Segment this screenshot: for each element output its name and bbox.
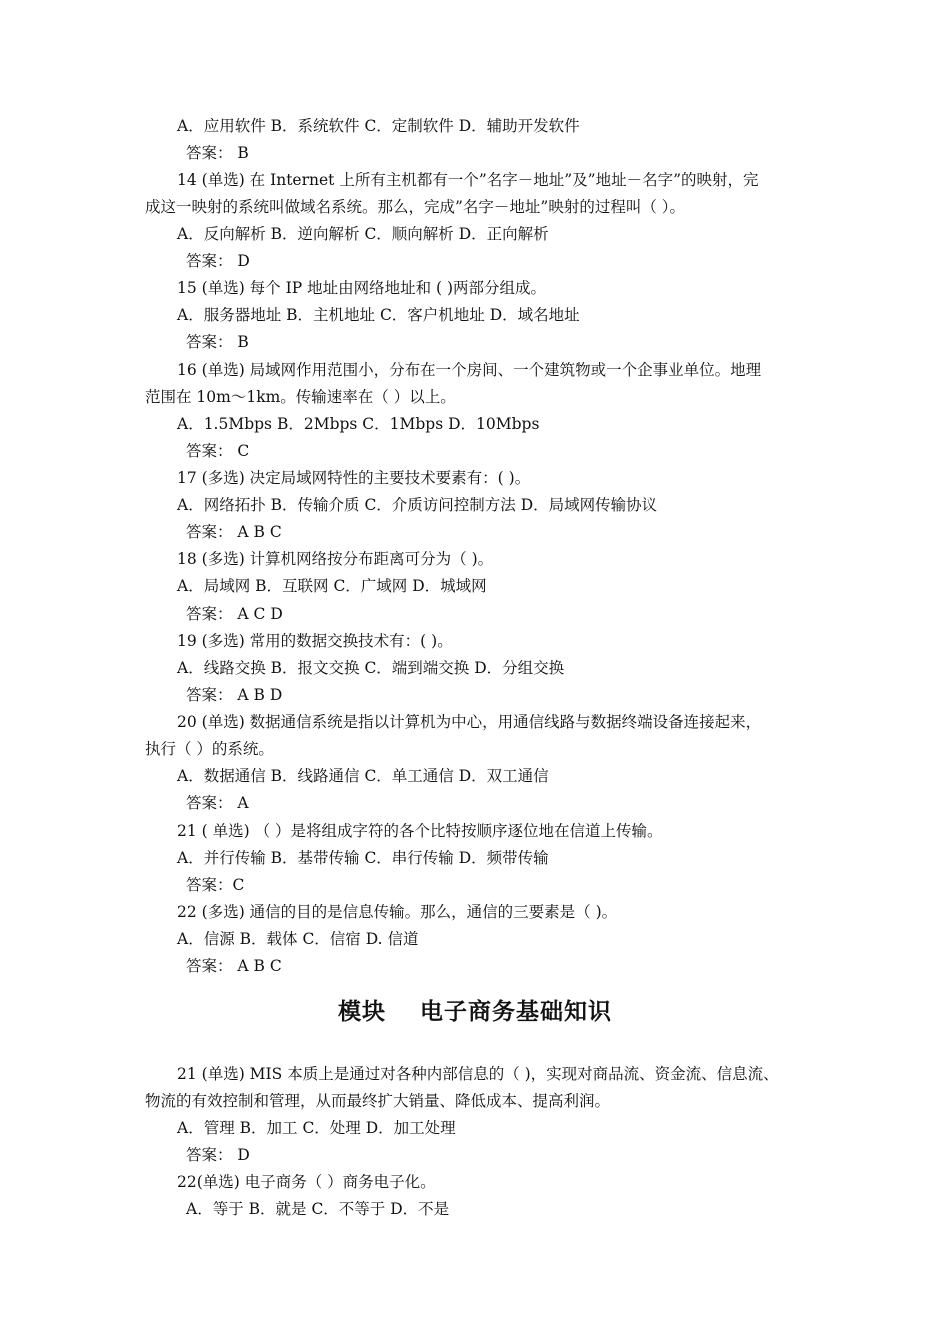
m22-options: A．等于 B．就是 C．不等于 D．不是 xyxy=(186,1200,450,1218)
q21-question: 21 ( 单选) （ ）是将组成字符的各个比特按顺序逐位地在信道上传输。 xyxy=(177,822,663,840)
q21-answer: 答案：C xyxy=(186,876,245,894)
q18-question: 18 (多选) 计算机网络按分布距离可分为（ )。 xyxy=(177,550,494,568)
q20-answer: 答案： A xyxy=(186,794,249,812)
q17-answer: 答案： A B C xyxy=(186,523,282,541)
q22-question: 22 (多选) 通信的目的是信息传输。那么，通信的三要素是（ )。 xyxy=(177,903,618,921)
q14-options: A．反向解析 B．逆向解析 C．顺向解析 D．正向解析 xyxy=(177,225,549,243)
q19-question: 19 (多选) 常用的数据交换技术有：( )。 xyxy=(177,632,453,650)
m21-answer: 答案： D xyxy=(186,1146,250,1164)
m22-question: 22(单选) 电子商务（ ）商务电子化。 xyxy=(177,1173,436,1191)
section-heading-title: 电子商务基础知识 xyxy=(420,999,612,1025)
q20-options: A．数据通信 B．线路通信 C．单工通信 D．双工通信 xyxy=(177,767,549,785)
section-heading xyxy=(0,997,950,1027)
q18-options: A．局域网 B．互联网 C．广域网 D．城域网 xyxy=(177,577,487,595)
m21-options: A．管理 B．加工 C．处理 D．加工处理 xyxy=(177,1119,456,1137)
q22-options: A．信源 B．载体 C．信宿 D. 信道 xyxy=(177,930,419,948)
q17-options: A．网络拓扑 B．传输介质 C．介质访问控制方法 D．局域网传输协议 xyxy=(177,496,658,514)
q20-question-cont: 执行（ ）的系统。 xyxy=(145,740,274,758)
q20-question: 20 (单选) 数据通信系统是指以计算机为中心，用通信线路与数据终端设备连接起来， xyxy=(177,713,762,731)
m21-question: 21 (单选) MIS 本质上是通过对各种内部信息的（ )，实现对商品流、资金流、信息流、 xyxy=(177,1065,779,1083)
q14-answer: 答案： D xyxy=(186,252,250,270)
q19-answer: 答案： A B D xyxy=(186,686,283,704)
q15-answer: 答案： B xyxy=(186,333,249,351)
q16-answer: 答案： C xyxy=(186,442,250,460)
q16-question: 16 (单选) 局域网作用范围小，分布在一个房间、一个建筑物或一个企事业单位。地理 xyxy=(177,361,762,379)
q13-options: A．应用软件 B．系统软件 C．定制软件 D．辅助开发软件 xyxy=(177,117,580,135)
q14-question-cont: 成这一映射的系统叫做域名系统。那么，完成”名字－地址”映射的过程叫（ ）。 xyxy=(145,198,686,216)
m21-question-cont: 物流的有效控制和管理，从而最终扩大销量、降低成本、提高利润。 xyxy=(145,1092,611,1110)
q19-options: A．线路交换 B．报文交换 C．端到端交换 D．分组交换 xyxy=(177,659,565,677)
q18-answer: 答案： A C D xyxy=(186,605,283,623)
q17-question: 17 (多选) 决定局域网特性的主要技术要素有：( )。 xyxy=(177,469,531,487)
q15-options: A．服务器地址 B．主机地址 C．客户机地址 D．域名地址 xyxy=(177,306,580,324)
q14-question: 14 (单选) 在 Internet 上所有主机都有一个”名字－地址”及”地址－名字”的映射，完 xyxy=(177,171,759,189)
q16-question-cont: 范围在 10m～1km。传输速率在（ ）以上。 xyxy=(145,388,456,406)
q22-answer: 答案： A B C xyxy=(186,957,282,975)
q13-answer: 答案： B xyxy=(186,144,249,162)
section-heading-prefix: 模块 xyxy=(338,999,386,1025)
q15-question: 15 (单选) 每个 IP 地址由网络地址和 ( )两部分组成。 xyxy=(177,279,547,297)
q16-options: A．1.5Mbps B．2Mbps C．1Mbps D．10Mbps xyxy=(177,415,540,433)
q21-options: A．并行传输 B．基带传输 C．串行传输 D．频带传输 xyxy=(177,849,549,867)
